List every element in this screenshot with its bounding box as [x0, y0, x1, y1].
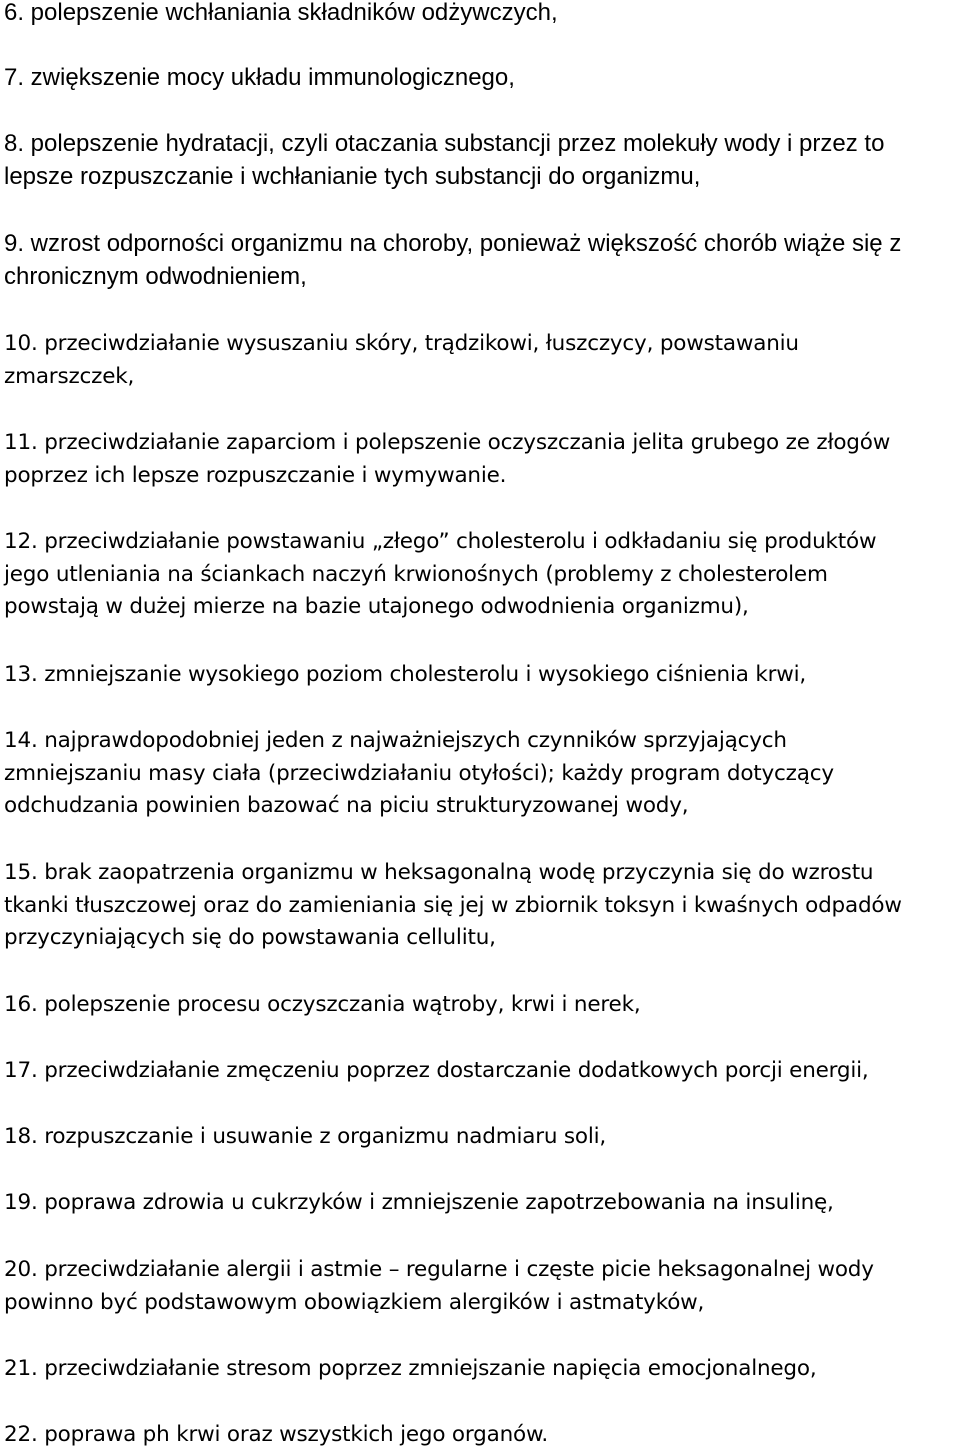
list-item-17: [4, 1055, 869, 1088]
list-item-line: chronicznym odwodnieniem,: [4, 262, 307, 290]
list-item-10: [4, 328, 799, 393]
list-item-line: 17. przeciwdziałanie zmęczeniu poprzez dostarczanie dodatkowych porcji energii,: [4, 1058, 869, 1083]
list-item-line: 10. przeciwdziałanie wysuszaniu skóry, trądzikowi, łuszczycy, powstawaniu: [4, 331, 799, 356]
list-item-line: poprzez ich lepsze rozpuszczanie i wymywanie.: [4, 462, 507, 488]
list-item-line: 12. przeciwdziałanie powstawaniu „złego” cholesterolu i odkładaniu się produktów: [4, 529, 877, 554]
list-item-line: zmarszczek,: [4, 363, 135, 389]
list-item-line: powstają w dużej mierze na bazie utajonego odwodnienia organizmu),: [4, 594, 749, 619]
list-item-8: [4, 128, 884, 193]
list-item-20: [4, 1254, 874, 1319]
list-item-line: odchudzania powinien bazować na piciu strukturyzowanej wody,: [4, 793, 689, 818]
list-item-line: zmniejszaniu masy ciała (przeciwdziałaniu otyłości); każdy program dotyczący: [4, 760, 834, 786]
list-item-19: [4, 1187, 834, 1220]
list-item-22: [4, 1419, 548, 1452]
list-item-16: [4, 989, 640, 1022]
list-item-9: [4, 228, 901, 293]
list-item-11: [4, 427, 890, 492]
list-item-12: [4, 526, 876, 624]
list-item-line: 13. zmniejszanie wysokiego poziom cholesterolu i wysokiego ciśnienia krwi,: [4, 662, 807, 687]
list-item-line: jego utleniania na ściankach naczyń krwionośnych (problemy z cholesterolem: [4, 561, 828, 587]
list-item-line: 8. polepszenie hydratacji, czyli otaczania substancji przez molekuły wody i przez to: [4, 130, 885, 157]
list-item-line: przyczyniających się do powstawania cellulitu,: [4, 925, 496, 950]
list-item-line: 9. wzrost odporności organizmu na choroby, ponieważ większość chorób wiąże się z: [4, 230, 902, 257]
list-item-line: 14. najprawdopodobniej jeden z najważniejszych czynników sprzyjających: [4, 728, 787, 753]
list-item-21: [4, 1353, 816, 1386]
list-item-line: 22. poprawa ph krwi oraz wszystkich jego organów.: [4, 1422, 548, 1447]
list-item-13: [4, 659, 806, 692]
list-item-line: 11. przeciwdziałanie zaparciom i polepszenie oczyszczania jelita grubego ze złogów: [4, 430, 891, 455]
list-item-line: 7. zwiększenie mocy układu immunologicznego,: [4, 64, 515, 91]
list-item-15: [4, 857, 902, 955]
list-item-6: [4, 0, 558, 30]
list-item-18: [4, 1121, 606, 1154]
list-item-line: 20. przeciwdziałanie alergii i astmie – regularne i częste picie heksagonalnej wody: [4, 1257, 874, 1282]
list-item-line: 15. brak zaopatrzenia organizmu w heksagonalną wodę przyczynia się do wzrostu: [4, 860, 874, 885]
list-item-line: powinno być podstawowym obowiązkiem alergików i astmatyków,: [4, 1289, 705, 1315]
list-item-line: 16. polepszenie procesu oczyszczania wątroby, krwi i nerek,: [4, 992, 641, 1017]
list-item-line: 6. polepszenie wchłaniania składników odżywczych,: [4, 0, 558, 26]
list-item-14: [4, 725, 834, 823]
list-item-line: tkanki tłuszczowej oraz do zamieniania się jej w zbiornik toksyn i kwaśnych odpadów: [4, 892, 902, 918]
list-item-line: 18. rozpuszczanie i usuwanie z organizmu nadmiaru soli,: [4, 1124, 607, 1149]
list-item-line: 21. przeciwdziałanie stresom poprzez zmniejszanie napięcia emocjonalnego,: [4, 1356, 817, 1381]
list-item-line: 19. poprawa zdrowia u cukrzyków i zmniejszenie zapotrzebowania na insulinę,: [4, 1190, 834, 1215]
list-item-line: lepsze rozpuszczanie i wchłanianie tych substancji do organizmu,: [4, 162, 701, 190]
list-item-7: [4, 62, 515, 95]
